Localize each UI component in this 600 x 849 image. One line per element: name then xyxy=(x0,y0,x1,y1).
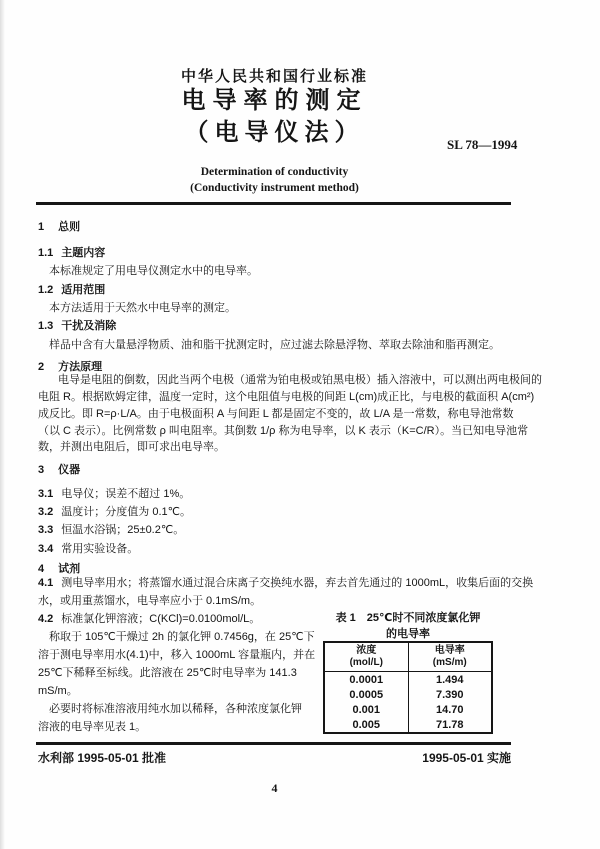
item-4-2-line: 溶液的电导率见表 1。 xyxy=(38,721,147,733)
page-number: 4 xyxy=(271,781,278,795)
kcl-conductivity-table xyxy=(323,641,493,734)
doc-subtitle-en: (Conductivity instrument method) xyxy=(190,182,359,194)
section-2-heading xyxy=(38,361,102,374)
section-2-paragraph-line: 电阻 R。根据欧姆定律，温度一定时，这个电阻值与电极的间距 L(cm)成正比，与电极的截面积 A(cm²) xyxy=(38,391,535,403)
section-number: 3 xyxy=(38,464,45,476)
concentration-cell: 0.005 xyxy=(352,718,381,731)
section-number: 4 xyxy=(38,563,45,575)
section-title: 主题内容 xyxy=(61,247,106,259)
item-3-3 xyxy=(38,524,184,537)
implementation-note: 1995-05-01 实施 xyxy=(422,751,511,765)
section-2-paragraph-line: 电导是电阻的倒数，因此当两个电极（通常为铂电极或铂黑电极）插入溶液中，可以测出两电极间的 xyxy=(58,374,542,386)
conductivity-cell: 7.390 xyxy=(408,687,492,702)
item-4-2-line xyxy=(38,613,260,626)
section-2-paragraph-line: 成反比。即 R=ρ·L/A。由于电极面积 A 与间距 L 都是固定不变的，故 L/A 是一常数，称电导池常数 xyxy=(38,408,514,420)
item-number: 3.4 xyxy=(38,543,54,555)
item-4-1-line xyxy=(38,577,533,590)
table-row xyxy=(324,672,492,688)
item-text: 常用实验设备。 xyxy=(61,543,139,555)
section-title: 方法原理 xyxy=(58,361,103,373)
item-text: 电导仪；误差不超过 1%。 xyxy=(61,488,191,500)
concentration-header xyxy=(324,642,408,672)
standard-type-label: 中华人民共和国行业标准 xyxy=(180,68,368,85)
item-text: 测电导率用水；将蒸馏水通过混合床离子交换纯水器，弃去首先通过的 1000mL，收集后面的交换 xyxy=(61,577,534,589)
item-text: 温度计；分度值为 0.1℃。 xyxy=(61,506,191,518)
table-row xyxy=(324,702,492,717)
section-number: 1.2 xyxy=(38,284,54,296)
section-title: 仪器 xyxy=(58,464,81,476)
conductivity-cell: 71.78 xyxy=(408,717,492,733)
concentration-cell: 0.001 xyxy=(352,703,381,716)
conductivity-header-unit: (mS/m) xyxy=(432,656,467,668)
table-row xyxy=(324,687,492,702)
item-number: 3.3 xyxy=(38,524,54,536)
section-1-1-heading xyxy=(38,247,105,260)
section-title: 试剂 xyxy=(58,563,81,575)
item-text: 标准氯化钾溶液；C(KCl)=0.0100mol/L。 xyxy=(61,613,261,625)
section-4-heading xyxy=(38,563,80,576)
conductivity-header-label: 电导率 xyxy=(434,645,465,656)
item-number: 3.1 xyxy=(38,488,54,500)
table-caption-line1: 表 1 25℃时不同浓度氯化钾 xyxy=(335,612,481,624)
section-title: 总则 xyxy=(58,221,81,233)
concentration-header-label: 浓度 xyxy=(356,645,377,656)
standard-code: SL 78—1994 xyxy=(447,137,518,152)
concentration-header-unit: (mol/L) xyxy=(349,656,383,668)
section-2-paragraph-line: 数，并测出电阻后，即可求出电导率。 xyxy=(38,441,225,453)
section-1-2-body: 本方法适用于天然水中电导率的测定。 xyxy=(49,302,236,314)
item-3-4 xyxy=(38,543,138,556)
item-4-2-line: 25℃下稀释至标线。此溶液在 25℃时电导率为 141.3 xyxy=(38,667,297,679)
item-number: 4.1 xyxy=(38,577,54,589)
doc-title-zh: 电导率的测定 xyxy=(181,87,368,114)
approval-note: 水利部 1995-05-01 批准 xyxy=(38,751,167,765)
table-header-row xyxy=(324,642,492,672)
doc-subtitle-zh: （电导仪法） xyxy=(184,119,365,146)
item-text: 恒温水浴锅；25±0.2℃。 xyxy=(61,524,185,536)
item-4-1-line: 水，或用重蒸馏水，电导率应小于 0.1mS/m。 xyxy=(38,595,262,607)
section-title: 干扰及消除 xyxy=(61,320,117,332)
item-4-2-line: 溶于测电导率用水(4.1)中，移入 1000mL 容量瓶内，并在 xyxy=(38,649,316,661)
footer-rule xyxy=(36,742,511,745)
section-1-1-body: 本标准规定了用电导仪测定水中的电导率。 xyxy=(49,265,258,277)
header-rule xyxy=(36,202,511,205)
section-3-heading xyxy=(38,464,80,477)
section-1-3-body: 样品中含有大量悬浮物质、油和脂干扰测定时，应过滤去除悬浮物、萃取去除油和脂再测定。 xyxy=(49,339,500,351)
conductivity-cell: 14.70 xyxy=(408,702,492,717)
item-number: 3.2 xyxy=(38,506,54,518)
concentration-cell: 0.0005 xyxy=(349,688,384,701)
conductivity-header xyxy=(408,642,492,672)
section-1-heading xyxy=(38,221,80,234)
doc-title-en: Determination of conductivity xyxy=(200,166,349,178)
table-caption-line2: 的电导率 xyxy=(386,628,430,640)
section-number: 1 xyxy=(38,221,45,233)
table-row xyxy=(324,717,492,733)
section-1-2-heading xyxy=(38,284,105,297)
item-number: 4.2 xyxy=(38,613,54,625)
item-4-2-line: 必要时将标准溶液用纯水加以稀释，各种浓度氯化钾 xyxy=(49,703,302,715)
item-4-2-line: 称取于 105℃干燥过 2h 的氯化钾 0.7456g，在 25℃下 xyxy=(49,631,315,643)
section-number: 2 xyxy=(38,361,45,373)
section-number: 1.1 xyxy=(38,247,54,259)
item-3-1 xyxy=(38,488,190,501)
section-title: 适用范围 xyxy=(61,284,106,296)
section-1-3-heading xyxy=(38,320,116,333)
item-4-2-line: mS/m。 xyxy=(38,685,78,697)
scan-edge-shadow xyxy=(0,0,5,849)
item-3-2 xyxy=(38,506,191,519)
section-2-paragraph-line: （以 C 表示）。比例常数 ρ 叫电阻率。其倒数 1/ρ 称为电导率，以 K 表示（K=C/R）。当已知电导池常 xyxy=(38,425,529,437)
conductivity-cell: 1.494 xyxy=(408,672,492,688)
concentration-cell: 0.0001 xyxy=(349,673,384,686)
section-number: 1.3 xyxy=(38,320,54,332)
